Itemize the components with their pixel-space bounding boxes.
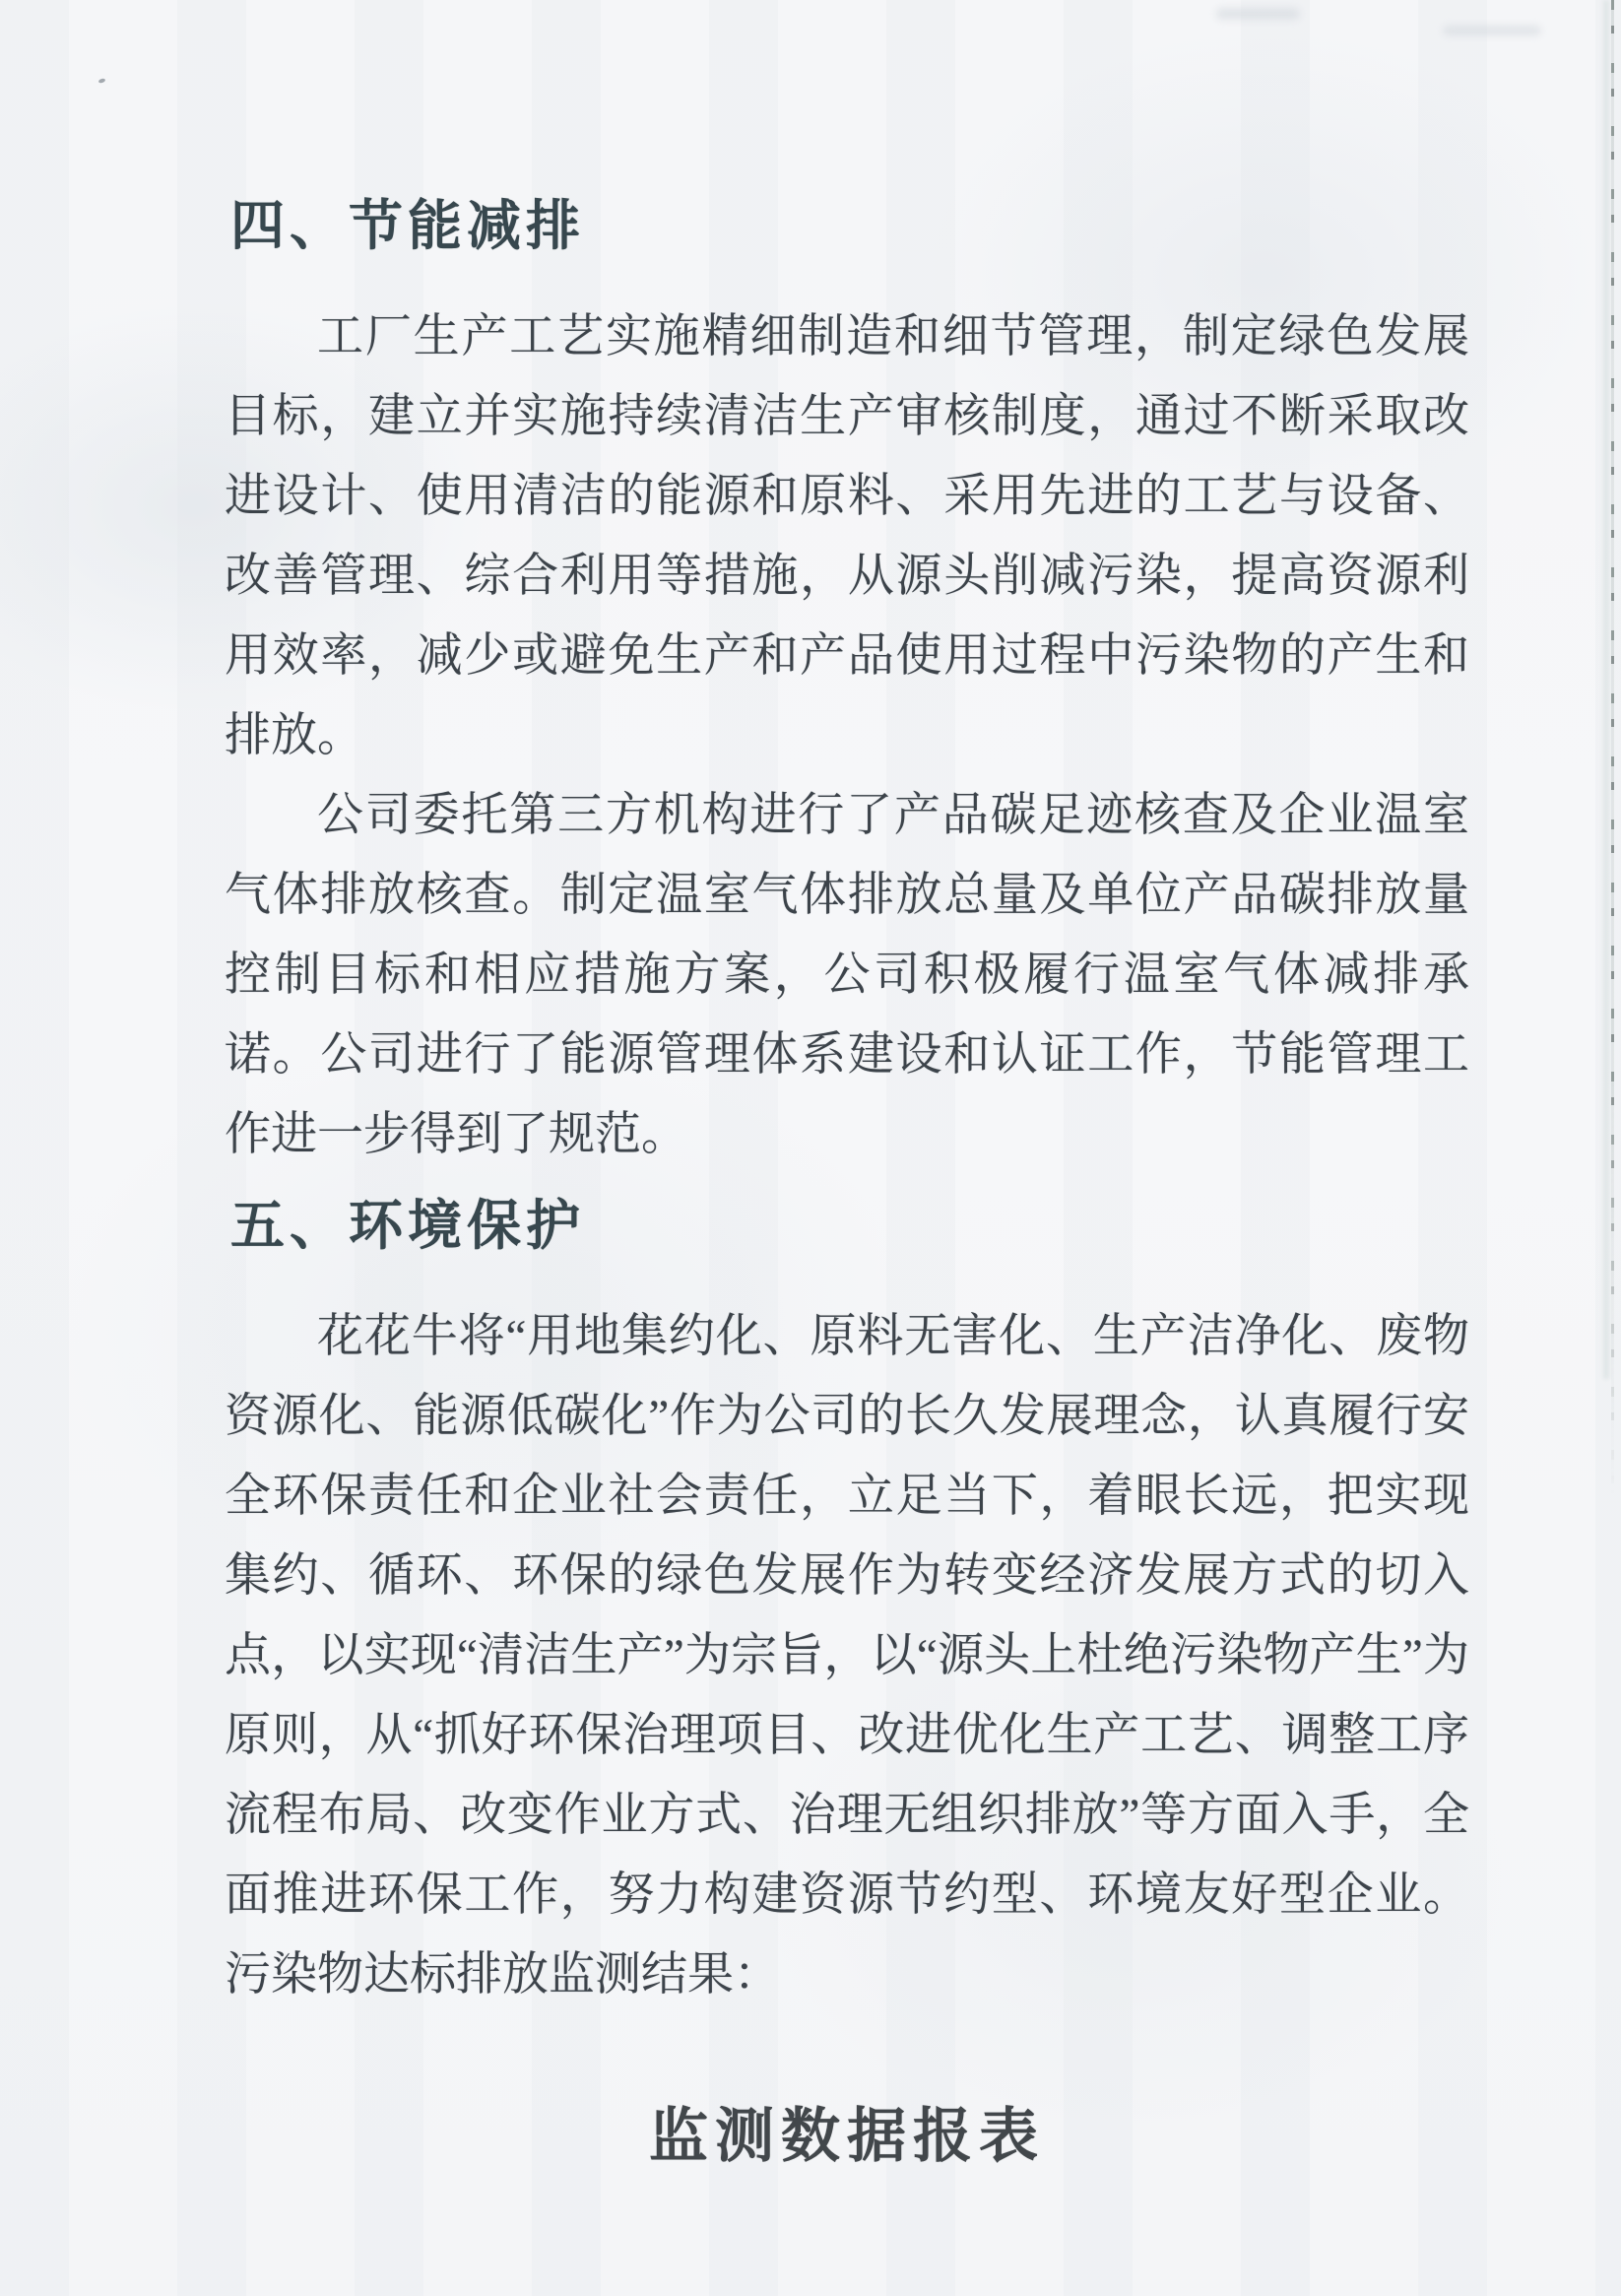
scan-speck (98, 78, 106, 84)
section-heading-environmental-protection: 五、环境保护 (230, 1196, 586, 1256)
scan-smudge (1216, 8, 1300, 20)
paragraph-carbon-footprint: 公司委托第三方机构进行了产品碳足迹核查及企业温室气体排放核查。制定温室气体排放总量及单位产品碳排放量控制目标和相应措施方案，公司积极履行温室气体减排承诺。公司进行了能源管理体系建设和认证工作，节能管理工作进一步得到了规范。 (225, 790, 1469, 1160)
section-heading-energy-saving: 四、节能减排 (230, 196, 586, 256)
scan-edge-artifact (1611, 0, 1614, 1497)
scan-smudge (1443, 26, 1541, 35)
paragraph-clean-production: 工厂生产工艺实施精细制造和细节管理，制定绿色发展目标，建立并实施持续清洁生产审核制度，通过不断采取改进设计、使用清洁的能源和原料、采用先进的工艺与设备、改善管理、综合利用等措施，从源头削减污染，提高资源利用效率，减少或避免生产和产品使用过程中污染物的产生和排放。 (225, 311, 1469, 761)
document-body (225, 197, 1469, 2169)
monitoring-report-title: 监测数据报表 (649, 2103, 1045, 2169)
paragraph-environment-policy: 花花牛将“用地集约化、原料无害化、生产洁净化、废物资源化、能源低碳化”作为公司的长久发展理念，认真履行安全环保责任和企业社会责任，立足当下，着眼长远，把实现集约、循环、环保的绿色发展作为转变经济发展方式的切入点，以实现“清洁生产”为宗旨，以“源头上杜绝污染物产生”为原则，从“抓好环保治理项目、改进优化生产工艺、调整工序流程布局、改变作业方式、治理无组织排放”等方面入手，全面推进环保工作，努力构建资源节约型、环境友好型企业。污染物达标排放监测结果： (225, 1311, 1469, 2001)
scan-edge-soft-streak (1603, 0, 1609, 1379)
